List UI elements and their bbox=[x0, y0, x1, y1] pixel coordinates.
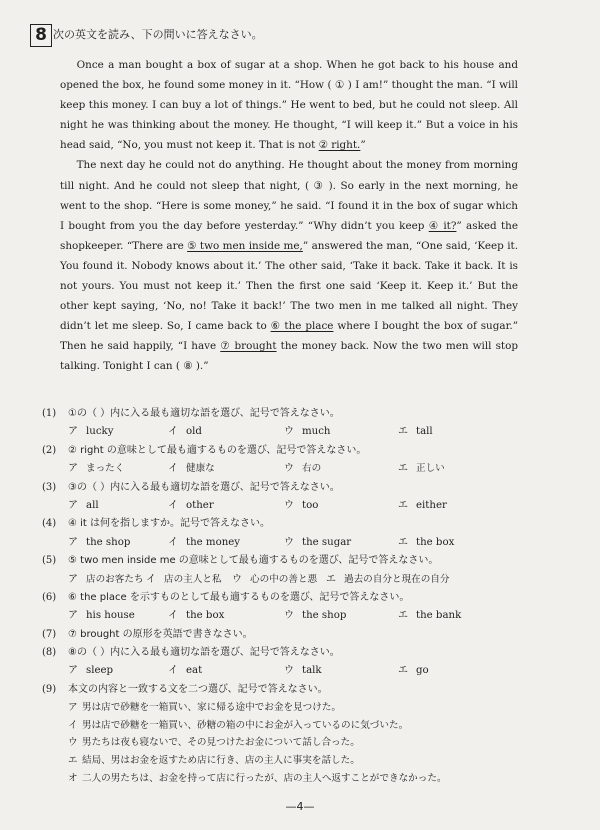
option-a: ア all bbox=[68, 499, 99, 511]
underlined-brought: ⑦ brought bbox=[220, 340, 277, 353]
question-7 bbox=[42, 626, 542, 644]
page-number: —4— bbox=[285, 800, 315, 813]
option-d: エ the bank bbox=[398, 610, 462, 622]
question-3 bbox=[42, 479, 542, 516]
question-num: (1) bbox=[42, 408, 57, 419]
question-num: (4) bbox=[42, 518, 57, 530]
question-text: ③の（ ）内に入る最も適切な語を選び、記号で答えなさい。 bbox=[68, 481, 340, 493]
passage-paragraph-1 bbox=[60, 55, 518, 155]
option-c: ウ too bbox=[284, 499, 319, 511]
options bbox=[42, 662, 542, 680]
statement-a: ア 男は店で砂糖を一箱買い、家に帰る途中でお金を見つけた。 bbox=[68, 702, 342, 714]
question-text: ⑧の（ ）内に入る最も適切な語を選び、記号で答えなさい。 bbox=[68, 647, 340, 659]
statement-e: オ 二人の男たちは、お金を持って店に行ったが、店の主人へ返すことができなかった。 bbox=[68, 772, 447, 784]
option-c: ウ 右の bbox=[284, 463, 322, 475]
option-d: エ 過去の自分と現在の自分 bbox=[326, 573, 450, 585]
option-c: ウ much bbox=[284, 426, 331, 438]
passage-text: ” asked the shopkeeper. “There are bbox=[60, 219, 518, 252]
passage-text: Once a man bought a box of sugar at a shop. When he got back to his house and opened the box, he found some money in it. “How ( ① ) I am!” thought the man. “I will keep this money. I can buy a lot of things.” He went to bed, but he could not sleep. All night he was thinking about the money. He thought, “I will keep it.” But a voice in his head said, “No, you must not keep it. That is not bbox=[60, 59, 518, 152]
option-a: ア sleep bbox=[68, 665, 114, 677]
option-c: ウ the shop bbox=[284, 610, 347, 622]
passage-text: where I bought the box of sugar.” Then he said happily, “I have bbox=[60, 320, 519, 353]
passage-text: the money back. Now the two men will stop talking. Tonight I can ( ⑧ ).” bbox=[60, 340, 519, 373]
question-text: 本文の内容と一致する文を二つ選び、記号で答えなさい。 bbox=[68, 683, 328, 695]
question-num: (8) bbox=[42, 647, 57, 659]
question-text: ② right の意味として最も適するものを選び、記号で答えなさい。 bbox=[68, 444, 367, 456]
options bbox=[42, 571, 542, 589]
question-5 bbox=[42, 552, 542, 589]
question-text: ⑦ brought の原形を英語で書きなさい。 bbox=[68, 628, 253, 640]
statement-b: イ 男は店で砂糖を一箱買い、砂糖の箱の中にお金が入っているのに気づいた。 bbox=[68, 719, 409, 731]
option-d: エ tall bbox=[398, 426, 433, 438]
question-8 bbox=[42, 644, 542, 681]
question-6 bbox=[42, 589, 542, 626]
passage-text: ” bbox=[360, 139, 366, 152]
options bbox=[42, 423, 542, 441]
question-num: (2) bbox=[42, 444, 57, 456]
option-d: エ 正しい bbox=[398, 463, 445, 475]
reading-passage bbox=[60, 55, 518, 377]
option-a: ア the shop bbox=[68, 536, 131, 548]
underlined-the-place: ⑥ the place bbox=[270, 320, 334, 333]
option-a: ア his house bbox=[68, 610, 135, 622]
passage-paragraph-2 bbox=[60, 155, 518, 376]
option-b: イ other bbox=[168, 499, 214, 511]
instruction: 次の英文を読み、下の問いに答えなさい。 bbox=[53, 28, 263, 41]
option-a: ア lucky bbox=[68, 426, 114, 438]
passage-text: ” answered the man, “One said, ‘Keep it. You found it. Nobody knows about it.’ The other said, ‘Take it back. Take it back. It is not yours. You must not keep it.’ Then the first one said ‘Keep it. Keep it.’ But the other kept saying, ‘No, no! Take it back!’ The two men in me talked all night. They didn’t let me sleep. So, I came back to bbox=[60, 239, 518, 333]
options bbox=[42, 497, 542, 515]
underlined-two-men: ⑤ two men inside me, bbox=[187, 239, 303, 252]
options bbox=[42, 607, 542, 625]
option-b: イ 健康な bbox=[168, 463, 215, 475]
question-2 bbox=[42, 442, 542, 479]
option-c: ウ talk bbox=[284, 665, 322, 677]
option-d: エ go bbox=[398, 665, 429, 677]
option-b: イ old bbox=[168, 426, 202, 438]
options bbox=[42, 460, 542, 478]
option-b: イ 店の主人と私 bbox=[146, 573, 222, 585]
option-b: イ the money bbox=[168, 536, 241, 548]
options bbox=[42, 534, 542, 552]
option-d: エ either bbox=[398, 499, 447, 511]
question-1 bbox=[42, 405, 542, 442]
option-c: ウ 心の中の善と悪 bbox=[232, 573, 318, 585]
underlined-it: ④ it? bbox=[428, 219, 457, 232]
question-text: ⑥ the place を示すものとして最も適するものを選び、記号で答えなさい。 bbox=[68, 591, 410, 603]
question-num: (3) bbox=[42, 481, 57, 493]
question-9 bbox=[42, 681, 542, 787]
option-b: イ the box bbox=[168, 610, 225, 622]
question-text: ①の（ ）内に入る最も適切な語を選び、記号で答えなさい。 bbox=[68, 408, 340, 419]
option-c: ウ the sugar bbox=[284, 536, 352, 548]
question-text: ⑤ two men inside me の意味として最も適するものを選び、記号で答えなさい。 bbox=[68, 555, 439, 567]
statement-d: エ 結局、男はお金を返すため店に行き、店の主人に事実を話した。 bbox=[68, 755, 360, 767]
option-b: イ eat bbox=[168, 665, 203, 677]
passage-text: The next day he could not do anything. He thought about the money from morning till night. And he could not sleep that night, ( ③ ). So early in the next morning, he went to the shop. “Here is some money,” he said. “I found it in the box of sugar which I bought from you the day before yesterday.” “Why didn’t you keep bbox=[60, 159, 518, 232]
question-number-box: 8 bbox=[30, 24, 52, 47]
question-num: (7) bbox=[42, 628, 57, 640]
option-a: ア 店のお客たち bbox=[68, 573, 144, 585]
statement-c: ウ 男たちは夜も寝ないで、その見つけたお金について話し合った。 bbox=[68, 737, 360, 749]
question-list bbox=[42, 405, 542, 787]
underlined-right: ② right. bbox=[318, 139, 361, 152]
option-d: エ the box bbox=[398, 536, 455, 548]
question-4 bbox=[42, 515, 542, 552]
option-a: ア まったく bbox=[68, 463, 125, 475]
question-num: (9) bbox=[42, 683, 57, 695]
question-text: ④ it は何を指しますか。記号で答えなさい。 bbox=[68, 518, 271, 530]
question-num: (5) bbox=[42, 555, 57, 567]
question-num: (6) bbox=[42, 591, 57, 603]
